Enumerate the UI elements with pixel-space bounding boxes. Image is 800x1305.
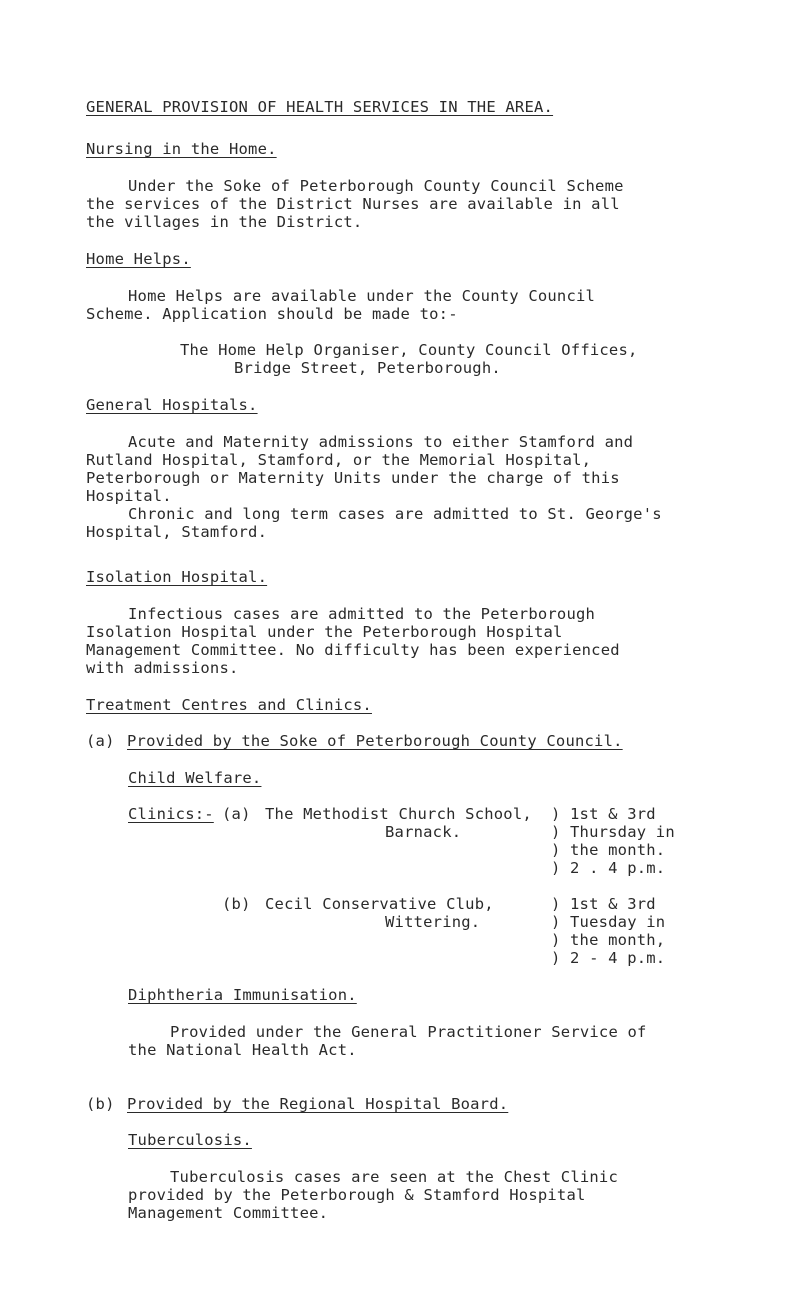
general-hospitals-heading: General Hospitals. — [86, 396, 258, 414]
clinic-b-venue: Wittering. — [385, 913, 481, 931]
clinic-a-bracket-line: ) — [551, 841, 561, 859]
tuberculosis-line: Tuberculosis cases are seen at the Chest Clinic — [170, 1168, 618, 1186]
sub-b-heading: Provided by the Regional Hospital Board. — [127, 1095, 509, 1113]
general-hospitals-line: Hospital. — [86, 487, 172, 505]
sub-b-prefix: (b) — [86, 1095, 115, 1113]
clinic-b-bracket-line: ) — [551, 949, 561, 967]
general-hospitals-line: Rutland Hospital, Stamford, or the Memorial Hospital, — [86, 451, 592, 469]
clinic-b-venue: Cecil Conservative Club, — [265, 895, 494, 913]
sub-a-prefix: (a) — [86, 732, 115, 750]
clinic-a-venue: Barnack. — [385, 823, 462, 841]
isolation-hospital-line: with admissions. — [86, 659, 239, 677]
home-helps-address: Bridge Street, Peterborough. — [234, 359, 501, 377]
child-welfare-heading: Child Welfare. — [128, 769, 262, 787]
isolation-hospital-line: Management Committee. No difficulty has been experienced — [86, 641, 620, 659]
clinic-b-time: Tuesday in — [570, 913, 666, 931]
tuberculosis-line: provided by the Peterborough & Stamford Hospital — [128, 1186, 586, 1204]
isolation-hospital-heading: Isolation Hospital. — [86, 568, 268, 586]
clinic-a-time: the month. — [570, 841, 666, 859]
general-hospitals-line: Hospital, Stamford. — [86, 523, 268, 541]
clinic-b-time: the month, — [570, 931, 666, 949]
home-helps-address: The Home Help Organiser, County Council Offices, — [180, 341, 638, 359]
tuberculosis-heading: Tuberculosis. — [128, 1131, 252, 1149]
sub-a-heading: Provided by the Soke of Peterborough County Council. — [127, 732, 623, 750]
tuberculosis-line: Management Committee. — [128, 1204, 329, 1222]
home-helps-heading: Home Helps. — [86, 250, 191, 268]
diphtheria-heading: Diphtheria Immunisation. — [128, 986, 357, 1004]
clinic-b-bracket-line: ) — [551, 913, 561, 931]
clinic-a-bracket-line: ) — [551, 823, 561, 841]
clinic-b-time: 1st & 3rd — [570, 895, 656, 913]
clinic-a-time: Thursday in — [570, 823, 675, 841]
general-hospitals-line: Chronic and long term cases are admitted to St. George's — [128, 505, 662, 523]
clinic-a-time: 1st & 3rd — [570, 805, 656, 823]
clinic-b-time: 2 - 4 p.m. — [570, 949, 666, 967]
clinic-a-venue: The Methodist Church School, — [265, 805, 532, 823]
nursing-line: the services of the District Nurses are available in all — [86, 195, 620, 213]
nursing-line: the villages in the District. — [86, 213, 363, 231]
clinic-a-time: 2 . 4 p.m. — [570, 859, 666, 877]
clinic-b-bracket-line: ) — [551, 931, 561, 949]
clinic-b-prefix: (b) — [222, 895, 251, 913]
clinic-a-bracket-line: ) — [551, 805, 561, 823]
home-helps-line: Scheme. Application should be made to:- — [86, 305, 458, 323]
treatment-heading: Treatment Centres and Clinics. — [86, 696, 372, 714]
home-helps-line: Home Helps are available under the County Council — [128, 287, 596, 305]
clinic-a-prefix: (a) — [222, 805, 251, 823]
diphtheria-line: the National Health Act. — [128, 1041, 357, 1059]
clinic-a-bracket-line: ) — [551, 859, 561, 877]
nursing-heading: Nursing in the Home. — [86, 140, 277, 158]
page-title: GENERAL PROVISION OF HEALTH SERVICES IN THE AREA. — [86, 98, 554, 116]
clinics-label: Clinics:- — [128, 805, 214, 823]
clinic-b-bracket-line: ) — [551, 895, 561, 913]
general-hospitals-line: Acute and Maternity admissions to either Stamford and — [128, 433, 634, 451]
isolation-hospital-line: Infectious cases are admitted to the Peterborough — [128, 605, 596, 623]
diphtheria-line: Provided under the General Practitioner Service of — [170, 1023, 647, 1041]
general-hospitals-line: Peterborough or Maternity Units under the charge of this — [86, 469, 620, 487]
nursing-line: Under the Soke of Peterborough County Council Scheme — [128, 177, 624, 195]
isolation-hospital-line: Isolation Hospital under the Peterborough Hospital — [86, 623, 563, 641]
